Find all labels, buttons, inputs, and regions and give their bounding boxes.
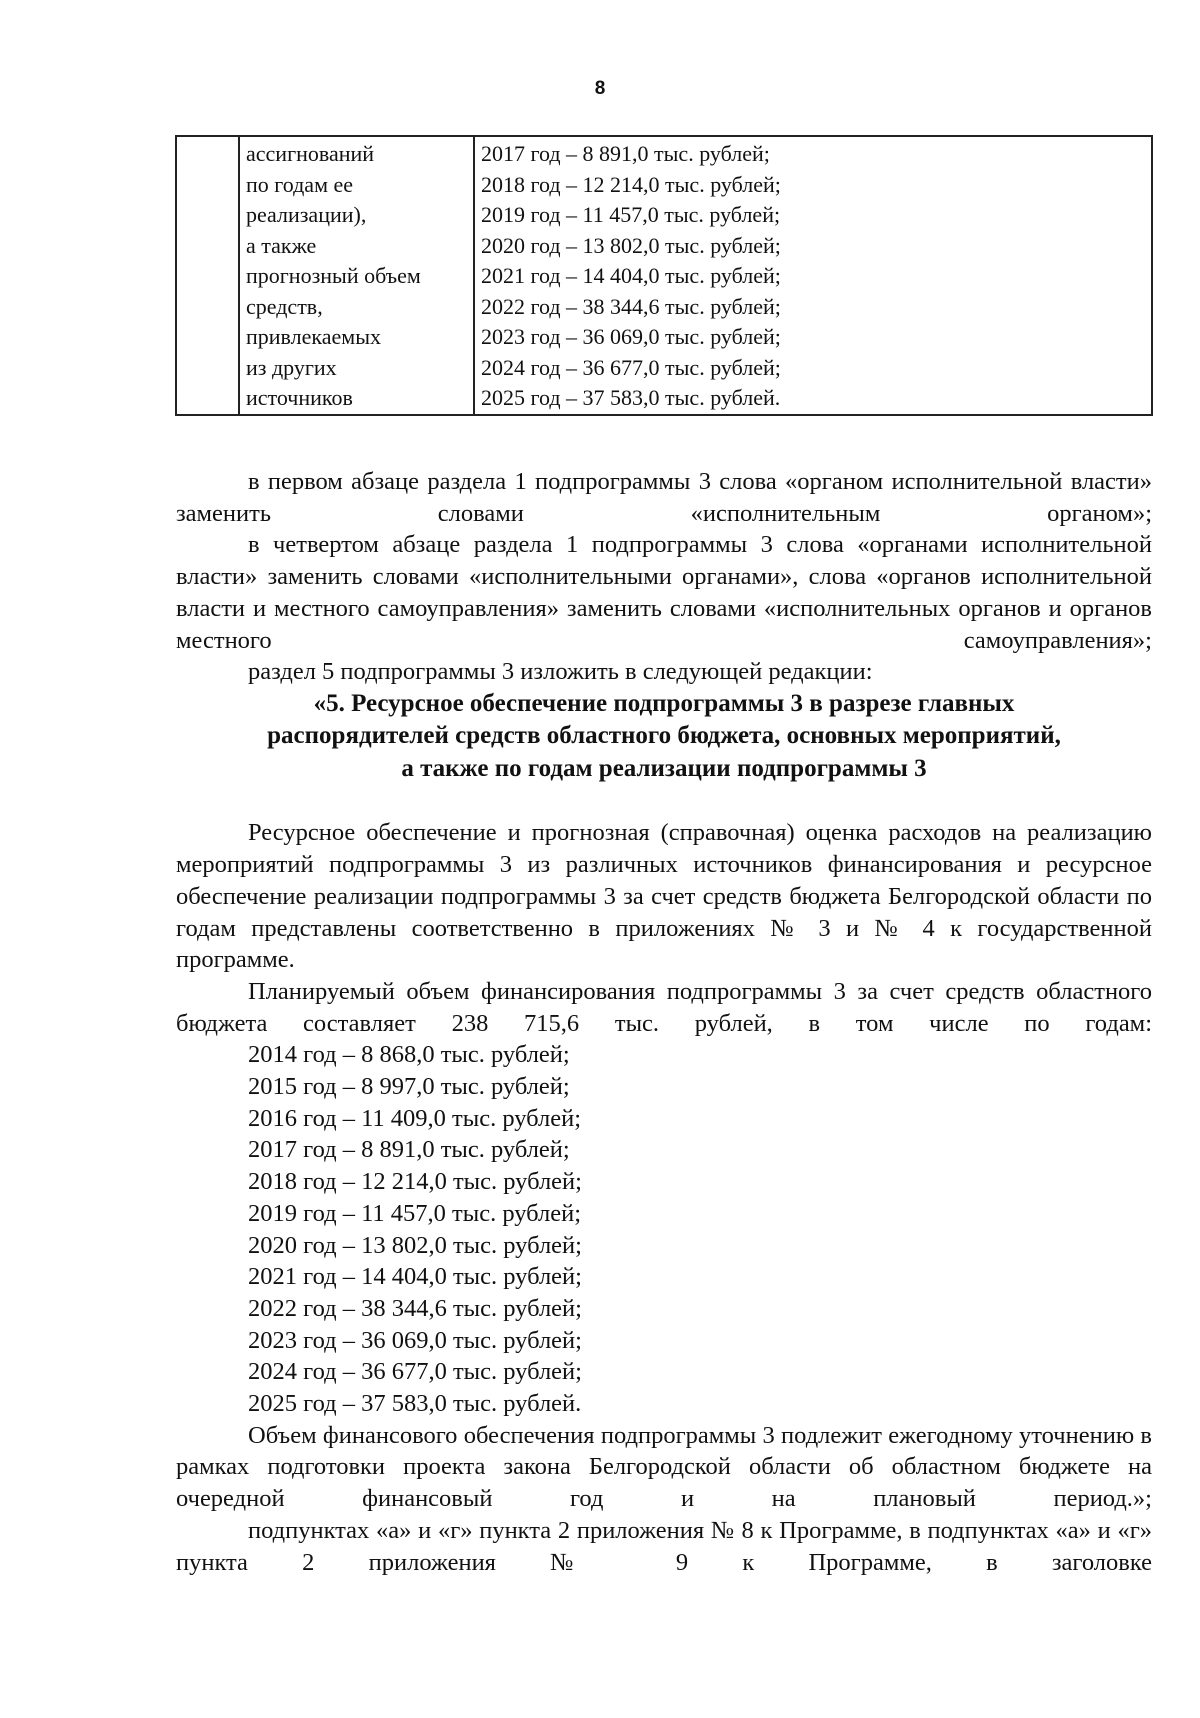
label-line: из других [246, 354, 337, 380]
list-item: 2023 год – 36 069,0 тыс. рублей; [248, 1326, 582, 1354]
list-item: 2017 год – 8 891,0 тыс. рублей; [248, 1136, 570, 1164]
funding-table [175, 135, 1153, 416]
list-item: 2018 год – 12 214,0 тыс. рублей; [248, 1168, 582, 1196]
list-item: 2024 год – 36 677,0 тыс. рублей; [248, 1358, 582, 1386]
table-cell-values [474, 136, 1152, 415]
heading-line: а также по годам реализации подпрограммы 3 [401, 754, 927, 782]
value-line: 2017 год – 8 891,0 тыс. рублей; [481, 141, 770, 166]
list-item: 2014 год – 8 868,0 тыс. рублей; [248, 1041, 570, 1069]
list-item: 2020 год – 13 802,0 тыс. рублей; [248, 1231, 582, 1259]
label-line: а также [246, 232, 317, 258]
value-line: 2019 год – 11 457,0 тыс. рублей; [481, 202, 781, 227]
year-list [176, 1039, 1152, 1419]
paragraph: в четвертом абзаце раздела 1 подпрограммы 3 слова «органами исполнительной власти» заменить словами «исполнительными органами», слова «органов исполнительной власти и местного самоуправления» заменить словами «исполнительных органов и органов местного самоуправления»; [176, 531, 1152, 654]
paragraph: Ресурсное обеспечение и прогнозная (справочная) оценка расходов на реализацию мероприятий подпрограммы 3 из различных источников финансирования и ресурсное обеспечение реализации подпрограммы 3 за счет средств бюджета Белгородской области по годам представлены соответственно в приложениях № 3 и № 4 к государственной программе. [176, 819, 1152, 974]
heading-line: распорядителей средств областного бюджета, основных мероприятий, [267, 722, 1061, 750]
section-heading [176, 688, 1152, 786]
list-item: 2015 год – 8 997,0 тыс. рублей; [248, 1073, 570, 1101]
value-line: 2018 год – 12 214,0 тыс. рублей; [481, 171, 781, 197]
list-item: 2022 год – 38 344,6 тыс. рублей; [248, 1294, 582, 1322]
table-cell-empty [176, 136, 239, 415]
label-line: средств, [246, 293, 323, 319]
value-line: 2025 год – 37 583,0 тыс. рублей. [481, 385, 781, 410]
list-item: 2021 год – 14 404,0 тыс. рублей; [248, 1263, 582, 1291]
value-line: 2022 год – 38 344,6 тыс. рублей; [481, 293, 781, 319]
value-line: 2021 год – 14 404,0 тыс. рублей; [481, 263, 781, 288]
paragraph: Объем финансового обеспечения подпрограммы 3 подлежит ежегодному уточнению в рамках подготовки проекта закона Белгородской области об областном бюджете на очередной финансовый год и на плановый период.»; [176, 1421, 1152, 1513]
label-line: реализации), [246, 202, 367, 227]
paragraph: Планируемый объем финансирования подпрограммы 3 за счет средств областного бюджета составляет 238 715,6 тыс. рублей, в том числе по годам: [176, 977, 1152, 1037]
value-line: 2024 год – 36 677,0 тыс. рублей; [481, 354, 781, 380]
list-item: 2025 год – 37 583,0 тыс. рублей. [248, 1390, 582, 1418]
label-line: источников [246, 385, 353, 410]
document-body [176, 466, 1152, 1578]
label-line: ассигнований [246, 141, 375, 166]
list-item: 2019 год – 11 457,0 тыс. рублей; [248, 1199, 582, 1227]
table-cell-label [239, 136, 474, 415]
value-line: 2023 год – 36 069,0 тыс. рублей; [481, 324, 781, 349]
paragraph: раздел 5 подпрограммы 3 изложить в следующей редакции: [248, 658, 873, 686]
table-row [176, 136, 1152, 415]
paragraph: подпунктах «а» и «г» пункта 2 приложения № 8 к Программе, в подпунктах «а» и «г» пункта 2 приложения № 9 к Программе, в заголовке [176, 1516, 1152, 1576]
label-line: привлекаемых [246, 324, 381, 349]
heading-line: «5. Ресурсное обеспечение подпрограммы 3 в разрезе главных [313, 689, 1015, 717]
label-line: по годам ее [246, 171, 354, 197]
label-line: прогнозный объем [246, 263, 421, 288]
value-line: 2020 год – 13 802,0 тыс. рублей; [481, 232, 781, 258]
list-item: 2016 год – 11 409,0 тыс. рублей; [248, 1104, 582, 1132]
paragraph: в первом абзаце раздела 1 подпрограммы 3 слова «органом исполнительной власти» заменить словами «исполнительным органом»; [176, 468, 1152, 527]
page-number: 8 [594, 78, 606, 99]
